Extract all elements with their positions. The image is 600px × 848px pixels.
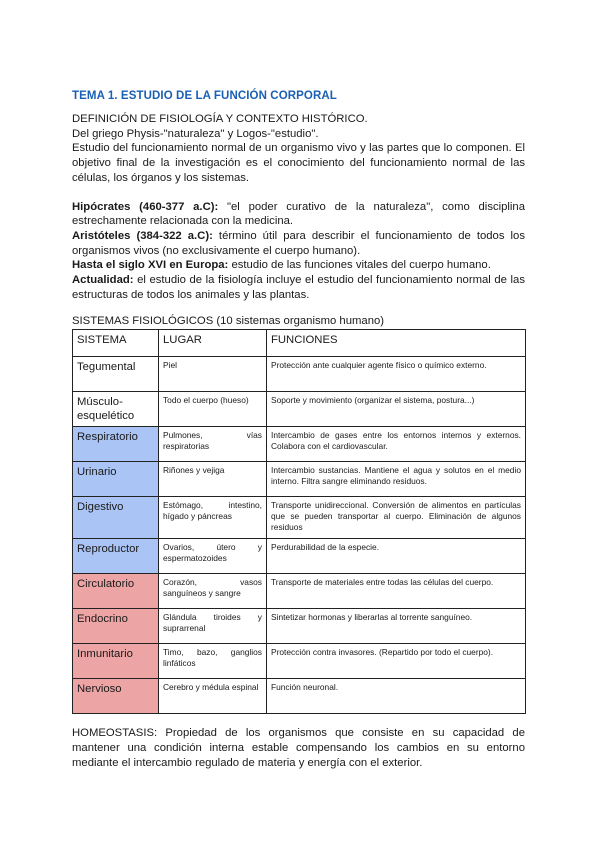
table-row — [73, 574, 526, 609]
cell-sistema: Reproductor — [73, 539, 159, 574]
table-header-row — [73, 330, 526, 357]
history-term: Actualidad: — [72, 274, 134, 287]
cell-funciones: Soporte y movimiento (organizar el sistema, postura...) — [267, 392, 526, 427]
document-page — [72, 90, 525, 771]
cell-sistema: Endocrino — [73, 609, 159, 644]
history-item — [72, 273, 525, 302]
cell-lugar: Piel — [159, 357, 267, 392]
table-row — [73, 427, 526, 462]
history-item — [72, 258, 525, 273]
table-row — [73, 679, 526, 714]
cell-lugar: Estómago, intestino, hígado y páncreas — [159, 497, 267, 539]
history-text: el estudio de la fisiología incluye el estudio del funcionamiento normal de las estructuras de todos los animales y las plantas. — [72, 274, 525, 301]
history-text: término útil para describir el funcionamiento de todos los organismos vivos (no exclusivamente el cuerpo humano). — [72, 229, 525, 257]
cell-lugar: Cerebro y médula espinal — [159, 679, 267, 714]
header-funciones: FUNCIONES — [267, 330, 526, 357]
table-row — [73, 497, 526, 539]
table-row — [73, 644, 526, 679]
header-sistema: SISTEMA — [73, 330, 159, 357]
cell-funciones: Intercambio sustancias. Mantiene el agua y solutos en el medio interno. Filtra sangre eliminando residuos. — [267, 462, 526, 497]
cell-lugar: Ovarios, útero y espermatozoides — [159, 539, 267, 574]
intro-definition: Estudio del funcionamiento normal de un organismo vivo y las partes que lo componen. El objetivo final de la investigación es el conocimiento del funcionamiento normal de las células, los órganos y los sistemas. — [72, 142, 525, 184]
section-subtitle: DEFINICIÓN DE FISIOLOGÍA Y CONTEXTO HISTÓRICO. — [72, 113, 368, 125]
cell-funciones: Transporte unidireccional. Conversión de alimentos en partículas que se pueden transportar al cuerpo. Eliminación de algunos residuos — [267, 497, 526, 539]
cell-sistema: Digestivo — [73, 497, 159, 539]
cell-funciones: Sintetizar hormonas y liberarlas al torrente sanguíneo. — [267, 609, 526, 644]
cell-funciones: Protección ante cualquier agente físico o químico externo. — [267, 357, 526, 392]
header-lugar: LUGAR — [159, 330, 267, 357]
history-term: Hasta el siglo XVI en Europa: — [72, 259, 229, 272]
table-row — [73, 539, 526, 574]
table-row — [73, 357, 526, 392]
history-item — [72, 200, 525, 229]
cell-lugar: Riñones y vejiga — [159, 462, 267, 497]
cell-funciones: Protección contra invasores. (Repartido por todo el cuerpo). — [267, 644, 526, 679]
cell-funciones: Perdurabilidad de la especie. — [267, 539, 526, 574]
history-item — [72, 229, 525, 258]
cell-sistema: Inmunitario — [73, 644, 159, 679]
history-text: "el poder curativo de la naturaleza", como disciplina estrechamente relacionada con la medicina. — [72, 200, 525, 228]
cell-lugar: Corazón, vasos sanguíneos y sangre — [159, 574, 267, 609]
table-row — [73, 392, 526, 427]
history-text: estudio de las funciones vitales del cuerpo humano. — [228, 259, 491, 272]
systems-table — [72, 329, 526, 714]
cell-lugar: Pulmones, vías respiratorias — [159, 427, 267, 462]
homeostasis-definition: HOMEOSTASIS: Propiedad de los organismos que consiste en su capacidad de mantener una condición interna estable compensando los cambios en su entorno mediante el intercambio regulado de materia y energía con el exterior. — [72, 727, 525, 769]
cell-sistema: Circulatorio — [73, 574, 159, 609]
cell-sistema: Respiratorio — [73, 427, 159, 462]
intro-etymology: Del griego Physis-"naturaleza" y Logos-"estudio". — [72, 127, 319, 140]
table-caption: SISTEMAS FISIOLÓGICOS (10 sistemas organismo humano) — [72, 315, 385, 328]
cell-sistema: Tegumental — [73, 357, 159, 392]
cell-sistema: Músculo-esquelético — [73, 392, 159, 427]
history-term: Aristóteles (384-322 a.C): — [72, 229, 213, 242]
cell-lugar: Glándula tiroides y suprarrenal — [159, 609, 267, 644]
cell-sistema: Nervioso — [73, 679, 159, 714]
cell-lugar: Todo el cuerpo (hueso) — [159, 392, 267, 427]
history-term: Hipócrates (460-377 a.C): — [72, 200, 219, 213]
cell-funciones: Función neuronal. — [267, 679, 526, 714]
table-row — [73, 609, 526, 644]
cell-funciones: Transporte de materiales entre todas las células del cuerpo. — [267, 574, 526, 609]
cell-sistema: Urinario — [73, 462, 159, 497]
cell-funciones: Intercambio de gases entre los entornos internos y externos. Colabora con el cardiovascular. — [267, 427, 526, 462]
page-title: TEMA 1. ESTUDIO DE LA FUNCIÓN CORPORAL — [72, 90, 337, 102]
cell-lugar: Timo, bazo, ganglios linfáticos — [159, 644, 267, 679]
table-row — [73, 462, 526, 497]
